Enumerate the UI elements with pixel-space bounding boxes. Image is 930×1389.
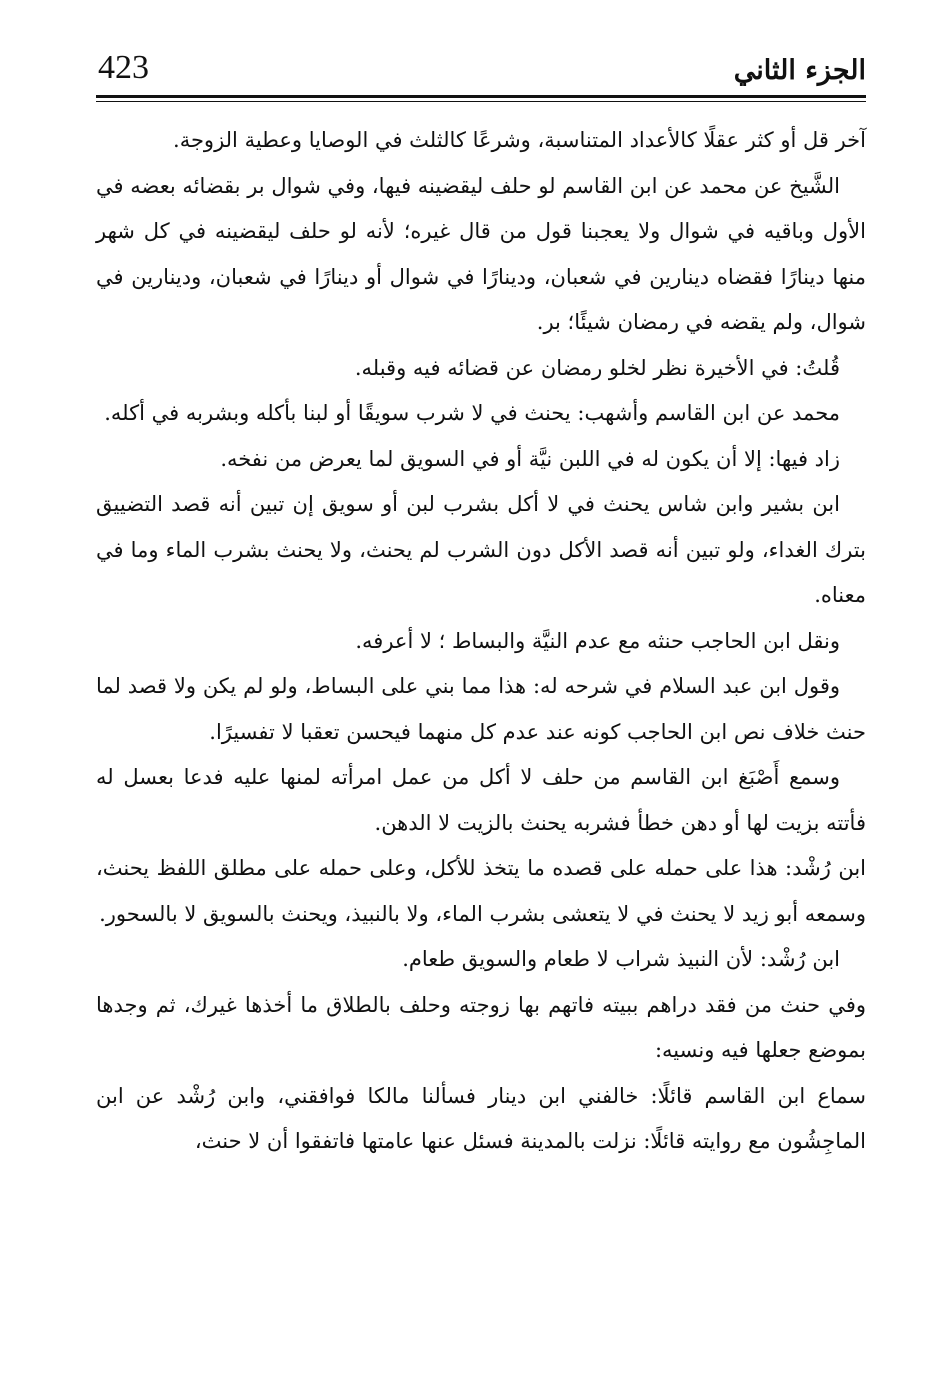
running-title: الجزء الثاني bbox=[733, 55, 866, 86]
paragraph: ابن رُشْد: لأن النبيذ شراب لا طعام والسويق طعام. bbox=[402, 947, 840, 971]
paragraph: سماع ابن القاسم قائلًا: خالفني ابن دينار فسألنا مالكا فوافقني، وابن رُشْد عن ابن الماجِشُون مع روايته قائلًا: نزلت بالمدينة فسئل عنها عامتها فاتفقوا أن لا حنث، bbox=[96, 1083, 866, 1153]
page-number: 423 bbox=[98, 49, 149, 86]
paragraph: قُلتُ: في الأخيرة نظر لخلو رمضان عن قضائه فيه وقبله. bbox=[354, 355, 840, 380]
header-rule-thick bbox=[96, 95, 866, 98]
paragraph: وقول ابن عبد السلام في شرحه له: هذا مما بني على البساط، ولو لم يكن ولا قصد لما حنث خلاف نص ابن الحاجب كونه عند عدم كل منهما فيحسن تعقبا لا تفسيرًا. bbox=[96, 674, 866, 744]
paragraph: زاد فيها: إلا أن يكون له في اللبن نيَّة أو في السويق لما يعرض من نفخه. bbox=[220, 446, 840, 471]
paragraph: ابن رُشْد: هذا على حمله على قصده ما يتخذ للأكل، وعلى حمله على مطلق اللفظ يحنث، وسمعه أبو زيد لا يحنث في لا يتعشى بشرب الماء، ولا بالنبيذ، ويحنث بالسويق لا بالسحور. bbox=[96, 856, 866, 926]
paragraph: ونقل ابن الحاجب حنثه مع عدم النيَّة والبساط ؛ لا أعرفه. bbox=[355, 628, 840, 653]
paragraph: وسمع أَصْبَغ ابن القاسم من حلف لا أكل من عمل امرأته لمنها عليه فدعا بعسل له فأتته بزيت لها أو دهن خطأ فشربه يحنث بالزيت لا الدهن. bbox=[96, 765, 866, 835]
paragraph: ابن بشير وابن شاس يحنث في لا أكل بشرب لبن أو سويق إن تبين أنه قصد التضييق بترك الغداء، ولو تبين أنه قصد الأكل دون الشرب لم يحنث، ولا يحنث بشرب الماء وما في معناه. bbox=[96, 492, 866, 607]
body-text bbox=[96, 118, 866, 1165]
paragraph: الشَّيخ عن محمد عن ابن القاسم لو حلف ليقضينه فيها، وفي شوال بر بقضائه بعضه في الأول وباقيه في شوال ولا يعجبنا قول من قال غيره؛ لأنه لو حلف ليقضينه في كل شهر منها دينارًا فقضاه دينارين في شعبان، ودينارًا في شوال أو دينارًا في شعبان، ودينارين في شوال، ولم يقضه في رمضان شيئًا؛ بر. bbox=[96, 173, 866, 334]
paragraph: وفي حنث من فقد دراهم ببيته فاتهم بها زوجته وحلف بالطلاق ما أخذها غيرك، ثم وجدها بموضع جعلها فيه ونسيه: bbox=[96, 992, 866, 1062]
page-header bbox=[96, 44, 866, 94]
paragraph: آخر قل أو كثر عقلًا كالأعداد المتناسبة، وشرعًا كالثلث في الوصايا وعطية الزوجة. bbox=[173, 128, 866, 152]
header-rule-thin bbox=[96, 101, 866, 102]
paragraph: محمد عن ابن القاسم وأشهب: يحنث في لا شرب سويقًا أو لبنا بأكله وبشربه في أكله. bbox=[104, 401, 840, 425]
